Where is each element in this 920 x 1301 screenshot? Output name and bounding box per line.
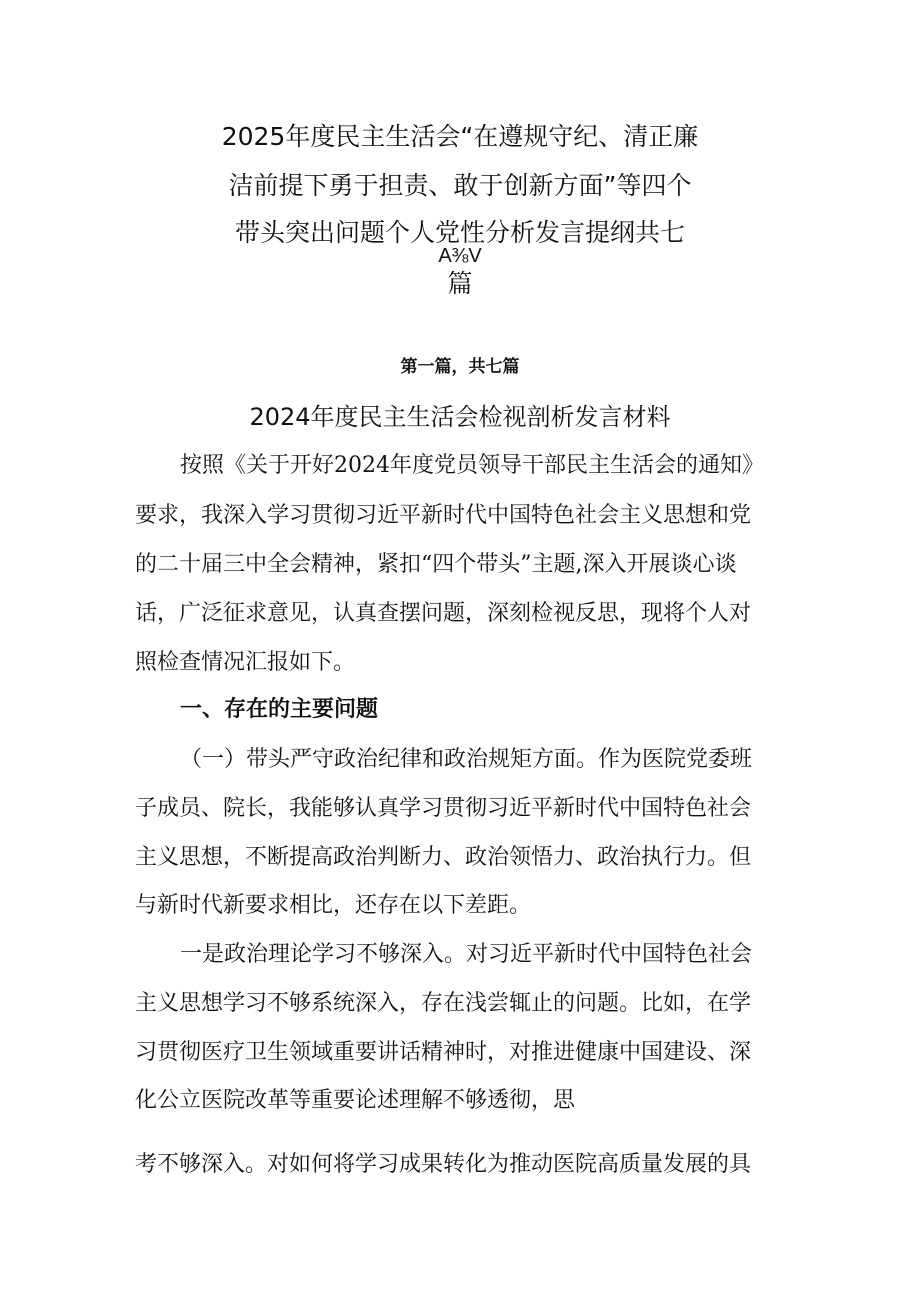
paragraph-line: 习贯彻医疗卫生领域重要讲话精神时，对推进健康中国建设、深: [135, 1040, 752, 1065]
paragraph-line: 考不够深入。对如何将学习成果转化为推动医院高质量发展的具: [135, 1152, 752, 1177]
doc-header-title-line-3: 带头突出问题个人党性分析发言提纲共七: [234, 218, 685, 247]
paragraph-line: 的二十届三中全会精神，紧扣“四个带头”主题,深入开展谈心谈: [135, 552, 737, 577]
paragraph-line: 一是政治理论学习不够深入。对习近平新时代中国特色社会: [180, 942, 753, 967]
paragraph-line: 照检查情况汇报如下。: [135, 650, 356, 675]
paragraph-line: 要求，我深入学习贯彻习近平新时代中国特色社会主义思想和党: [135, 503, 752, 528]
section-label: 第一篇，共七篇: [400, 357, 520, 377]
section-title: 2024年度民主生活会检视剖析发言材料: [249, 403, 671, 431]
paragraph-line: 化公立医院改革等重要论述理解不够透彻，思: [135, 1088, 576, 1113]
paragraph-line: 子成员、院长，我能够认真学习贯彻习近平新时代中国特色社会: [135, 796, 752, 821]
doc-header-title-line-1: 2025年度民主生活会“在遵规守纪、清正廉: [221, 122, 699, 151]
paragraph-line: 与新时代新要求相比，还存在以下差距。: [135, 893, 532, 918]
doc-header-title-line-2: 洁前提下勇于担责、敢于创新方面”等四个: [228, 171, 692, 200]
paragraph-line: 话，广泛征求意见，认真查摆问题，深刻检视反思，现将个人对: [135, 601, 752, 626]
paragraph-line: 按照《关于开好2024年度党员领导干部民主生活会的通知》: [180, 453, 764, 478]
paragraph-line: 主义思想学习不够系统深入，存在浅尝辄止的问题。比如，在学: [135, 991, 752, 1016]
doc-header-title-last-char: 篇: [447, 269, 473, 298]
paragraph-line: 主义思想，不断提高政治判断力、政治领悟力、政治执行力。但: [135, 845, 752, 870]
doc-header-garbled-text: A⅜V: [438, 245, 482, 267]
paragraph-line: （一）带头严守政治纪律和政治规矩方面。作为医院党委班: [180, 747, 753, 772]
section-heading-1: 一、存在的主要问题: [180, 697, 379, 722]
